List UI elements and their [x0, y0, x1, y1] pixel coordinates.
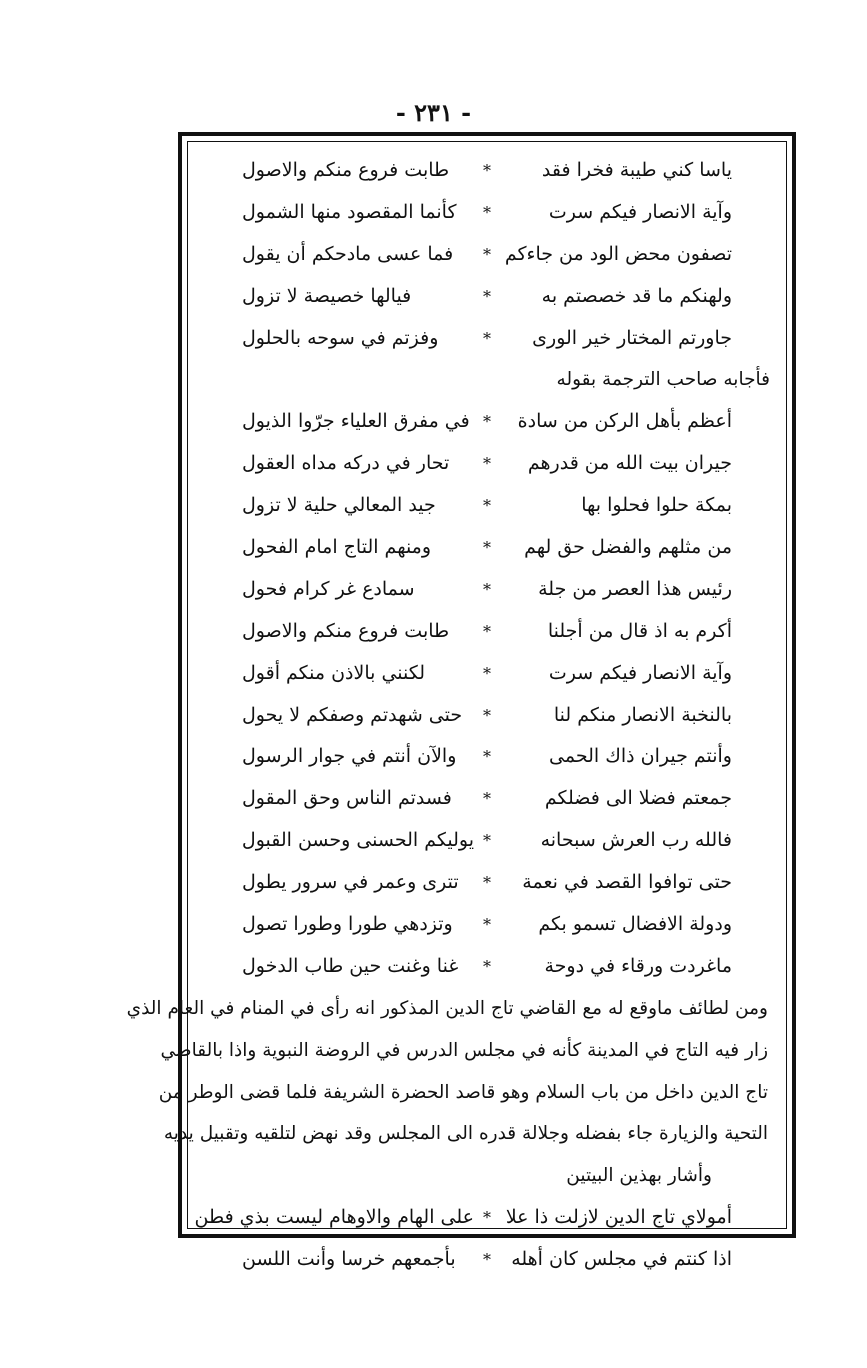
verse-line [202, 150, 772, 192]
verse-separator-star: * [483, 244, 491, 264]
verse-separator-star: * [483, 621, 491, 641]
verse-separator-star: * [483, 663, 491, 683]
verse-separator-star: * [483, 161, 491, 180]
verse-separator-star: * [483, 202, 491, 222]
verse-line [194, 1197, 772, 1239]
page-number: - ٢٣١ - [395, 98, 472, 127]
verse-second-hemistich: فما عسى مادحكم أن يقول [242, 242, 454, 265]
verse-separator-star: * [483, 454, 491, 474]
verse-second-hemistich: يوليكم الحسنى وحسن القبول [241, 829, 474, 852]
prose-line: التحية والزيارة جاء بفضله وجلالة قدره الى المجلس وقد نهض لتلقيه وتقبيل يديه [163, 1123, 768, 1145]
verse-line [202, 485, 772, 527]
verse-first-hemistich: ياسا كني طيبة فخرا فقد [541, 159, 732, 181]
verse-line [202, 611, 772, 653]
verse-line [202, 736, 772, 778]
verse-separator-star: * [483, 915, 491, 935]
verse-line [202, 904, 772, 946]
page-content [126, 150, 772, 1281]
verse-line [202, 653, 772, 695]
verse-second-hemistich: وفزتم في سوحه بالحلول [242, 326, 439, 349]
verse-separator-star: * [483, 328, 491, 348]
verse-first-hemistich: أكرم به اذ قال من أجلنا [547, 619, 732, 642]
page-border-outer [126, 132, 796, 1271]
verse-second-hemistich: وتزدهي طورا وطورا تصول [242, 913, 453, 936]
verse-first-hemistich: أعظم بأهل الركن من سادة [517, 410, 732, 433]
prose-line: ومن لطائف ماوقع له مع القاضي تاج الدين المذكور انه رأى في المنام في العام الذي [126, 997, 768, 1019]
verse-second-hemistich: غنا وغنت حين طاب الدخول [242, 954, 459, 977]
verse-separator-star: * [483, 1208, 491, 1228]
verse-line [202, 443, 772, 485]
verse-second-hemistich: في مفرق العلياء جرّوا الذيول [242, 410, 470, 433]
verse-first-hemistich: ولهنكم ما قد خصصتم به [541, 284, 732, 307]
verse-first-hemistich: جمعتم فضلا الى فضلكم [544, 787, 732, 810]
verse-line [202, 527, 772, 569]
verse-separator-star: * [483, 538, 491, 558]
verse-second-hemistich: تحار في دركه مداه العقول [242, 452, 450, 475]
reply-heading: فأجابه صاحب الترجمة بقوله [556, 369, 770, 391]
verse-separator-star: * [483, 1250, 491, 1270]
verse-line [202, 862, 772, 904]
verse-separator-star: * [483, 831, 491, 851]
verse-first-hemistich: بمكة حلوا فحلوا بها [581, 494, 732, 517]
verse-separator-star: * [483, 789, 491, 809]
verse-second-hemistich: على الهام والاوهام ليست بذي فطن [194, 1206, 474, 1229]
verse-separator-star: * [483, 412, 491, 432]
verse-separator-star: * [483, 747, 491, 767]
verse-first-hemistich: ماغردت ورقاء في دوحة [544, 954, 732, 977]
verse-line [202, 192, 772, 234]
verse-line [202, 946, 772, 988]
verse-second-hemistich: تترى وعمر في سرور يطول [242, 871, 459, 894]
verse-first-hemistich: تصفون محض الود من جاءكم [504, 242, 732, 265]
verse-second-hemistich: حتى شهدتم وصفكم لا يحول [242, 703, 463, 726]
prose-line: وأشار بهذين البيتين [566, 1165, 712, 1187]
verse-line [202, 569, 772, 611]
prose-line: تاج الدين داخل من باب السلام وهو قاصد الحضرة الشريفة فلما قضى الوطر من [158, 1081, 768, 1103]
verse-line [202, 318, 772, 360]
verse-first-hemistich: فالله رب العرش سبحانه [540, 829, 732, 852]
verse-second-hemistich: بأجمعهم خرسا وأنت اللسن [242, 1248, 456, 1271]
verse-first-hemistich: وأنتم جيران ذاك الحمى [549, 745, 732, 768]
verse-first-hemistich: رئيس هذا العصر من جلة [538, 577, 732, 600]
verse-second-hemistich: فيالها خصيصة لا تزول [242, 284, 412, 307]
verse-second-hemistich: جيد المعالي حلية لا تزول [242, 494, 436, 517]
verse-first-hemistich: بالنخبة الانصار منكم لنا [553, 703, 732, 726]
verse-line [202, 820, 772, 862]
verse-separator-star: * [483, 496, 491, 516]
verse-first-hemistich: جاورتم المختار خير الورى [532, 326, 732, 349]
verse-first-hemistich: ودولة الافضال تسمو بكم [538, 913, 732, 936]
verse-separator-star: * [483, 956, 491, 976]
verse-second-hemistich: طابت فروع منكم والاصول [242, 619, 450, 642]
verse-line [202, 695, 772, 737]
verse-first-hemistich: حتى توافوا القصد في نعمة [522, 871, 732, 894]
verse-first-hemistich: اذا كنتم في مجلس كان أهله [511, 1248, 732, 1271]
prose-line: زار فيه التاج في المدينة كأنه في مجلس الدرس في الروضة النبوية واذا بالقاضي [160, 1039, 768, 1061]
verse-second-hemistich: والآن أنتم في جوار الرسول [242, 745, 457, 768]
verse-first-hemistich: جيران بيت الله من قدرهم [527, 452, 732, 475]
verse-second-hemistich: كأنما المقصود منها الشمول [242, 200, 457, 223]
verse-first-hemistich: وآية الانصار فيكم سرت [548, 200, 732, 223]
verse-line [202, 276, 772, 318]
verse-line [202, 1239, 772, 1281]
verse-first-hemistich: أمولاي تاج الدين لازلت ذا علا [505, 1206, 732, 1229]
verse-separator-star: * [483, 705, 491, 725]
verse-first-hemistich: وآية الانصار فيكم سرت [548, 661, 732, 684]
verse-line [202, 778, 772, 820]
verse-line [202, 401, 772, 443]
verse-second-hemistich: طابت فروع منكم والاصول [242, 159, 450, 181]
verse-second-hemistich: ومنهم التاج امام الفحول [242, 536, 432, 559]
verse-second-hemistich: سمادع غر كرام فحول [242, 577, 415, 600]
page-border-inner [126, 141, 787, 1271]
verse-line [202, 234, 772, 276]
verse-second-hemistich: لكنني بالاذن منكم أقول [242, 661, 426, 684]
verse-second-hemistich: فسدتم الناس وحق المقول [242, 787, 452, 810]
verse-separator-star: * [483, 579, 491, 599]
verse-separator-star: * [483, 873, 491, 893]
verse-first-hemistich: من مثلهم والفضل حق لهم [524, 536, 732, 559]
verse-separator-star: * [483, 286, 491, 306]
